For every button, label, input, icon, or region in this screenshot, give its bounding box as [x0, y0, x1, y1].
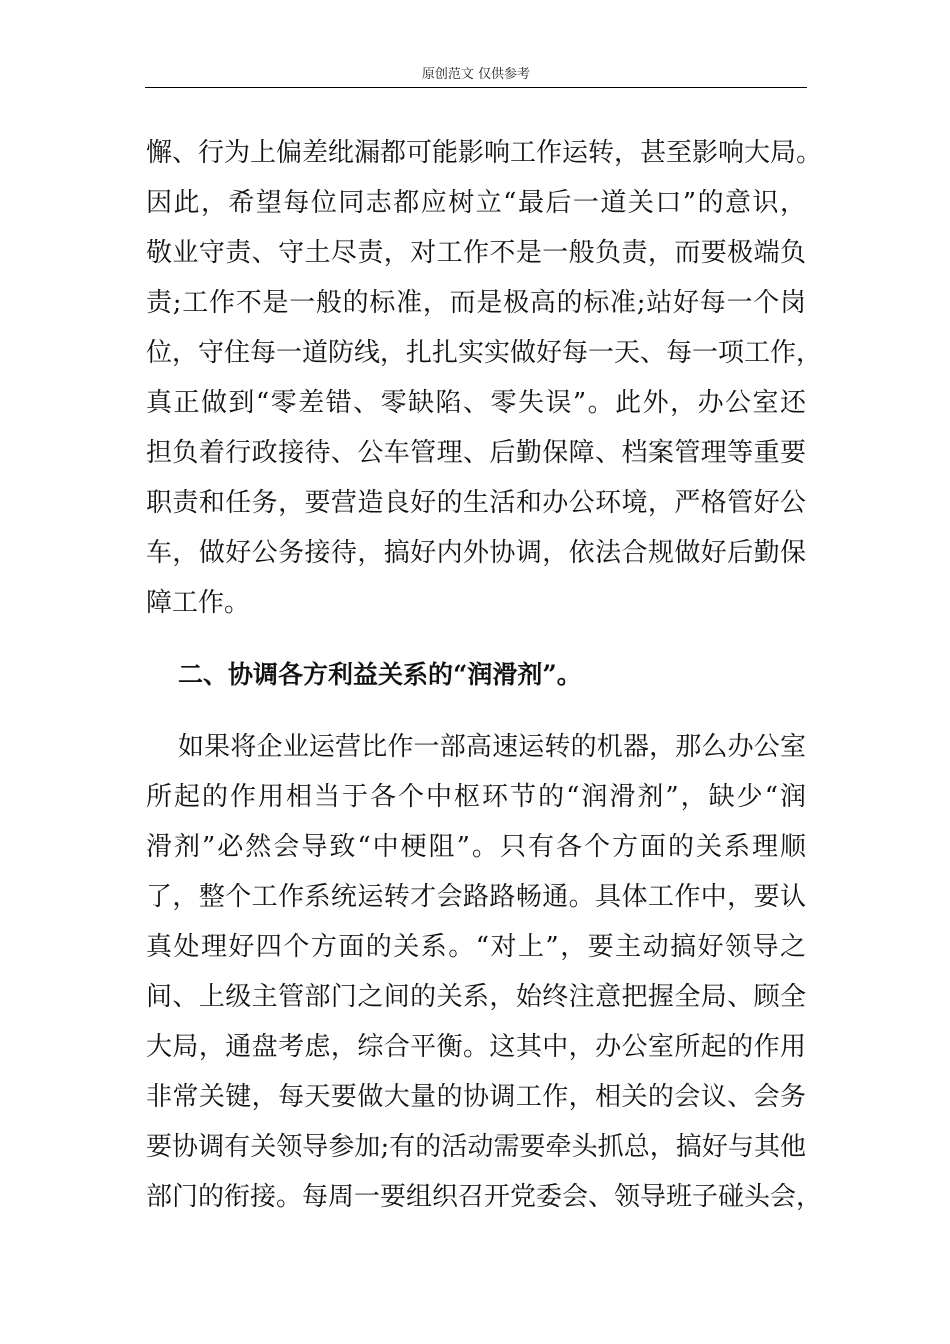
- text-line: 障工作。: [146, 588, 251, 618]
- paragraph: [146, 722, 823, 1222]
- text-line: 所起的作用相当于各个中枢环节的“润滑剂”，缺少“润: [146, 782, 806, 812]
- document-body: [146, 128, 823, 1222]
- paragraph: [146, 128, 823, 628]
- text-line: 职责和任务，要营造良好的生活和办公环境，严格管好公: [146, 488, 806, 518]
- text-line: 滑剂”必然会导致“中梗阻”。只有各个方面的关系理顺: [146, 832, 806, 862]
- text-line: 部门的衔接。每周一要组织召开党委会、领导班子碰头会，: [146, 1182, 823, 1212]
- text-line: 因此，希望每位同志都应树立“最后一道关口”的意识，: [146, 188, 806, 218]
- text-line: 了，整个工作系统运转才会路路畅通。具体工作中，要认: [146, 882, 806, 912]
- text-line: 真处理好四个方面的关系。“对上”，要主动搞好领导之: [146, 932, 806, 962]
- text-line: 担负着行政接待、公车管理、后勤保障、档案管理等重要: [146, 438, 806, 468]
- page-header: 原创范文 仅供参考: [421, 67, 531, 82]
- text-line: 懈、行为上偏差纰漏都可能影响工作运转，甚至影响大局。: [146, 138, 823, 168]
- section-heading: 二、协调各方利益关系的“润滑剂”。: [178, 660, 582, 689]
- text-line: 真正做到“零差错、零缺陷、零失误”。此外，办公室还: [146, 388, 806, 418]
- text-line: 车，做好公务接待，搞好内外协调，依法合规做好后勤保: [146, 538, 806, 568]
- text-line: 要协调有关领导参加;有的活动需要牵头抓总，搞好与其他: [146, 1132, 806, 1162]
- text-line: 责;工作不是一般的标准，而是极高的标准;站好每一个岗: [146, 288, 806, 318]
- header-divider: [145, 87, 807, 88]
- text-line: 大局，通盘考虑，综合平衡。这其中，办公室所起的作用: [146, 1032, 806, 1062]
- text-line: 非常关键，每天要做大量的协调工作，相关的会议、会务: [146, 1082, 806, 1112]
- text-line: 如果将企业运营比作一部高速运转的机器，那么办公室: [178, 732, 806, 762]
- text-line: 位，守住每一道防线，扎扎实实做好每一天、每一项工作，: [146, 338, 823, 368]
- text-line: 间、上级主管部门之间的关系，始终注意把握全局、顾全: [146, 982, 806, 1012]
- text-line: 敬业守责、守土尽责，对工作不是一般负责，而要极端负: [146, 238, 806, 268]
